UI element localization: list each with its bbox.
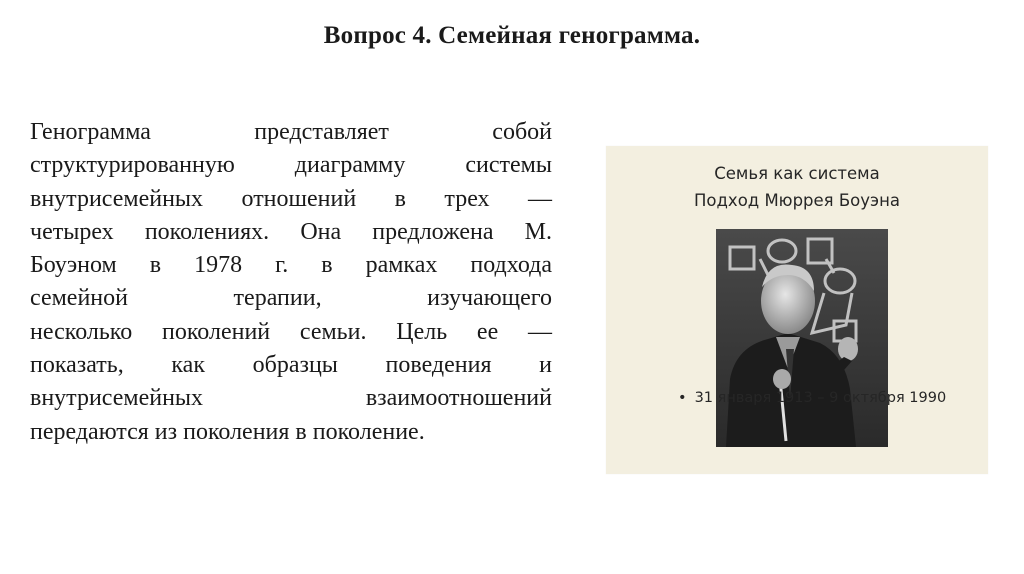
paragraph-line: показать, как образцы поведения и	[30, 352, 552, 379]
life-dates-text: 31 января 1913 – 9 октября 1990	[694, 390, 947, 406]
genogram-description	[30, 116, 552, 449]
bowen-info-card	[606, 146, 988, 474]
bowen-portrait-photo	[716, 229, 888, 447]
bullet-icon: •	[678, 390, 687, 406]
paragraph-line: внутрисемейных отношений в трех —	[30, 185, 552, 212]
slide-title: Вопрос 4. Семейная генограмма.	[323, 22, 701, 49]
paragraph-line: четырех поколениях. Она предложена М.	[30, 218, 552, 245]
life-dates	[678, 390, 978, 406]
paragraph-line: структурированную диаграмму системы	[30, 152, 552, 179]
paragraph-line: передаются из поколения в поколение.	[30, 418, 425, 445]
paragraph-line: несколько поколений семьи. Цель ее —	[30, 318, 552, 345]
paragraph-line: семейной терапии, изучающего	[30, 285, 552, 312]
card-title-line-2: Подход Мюррея Боуэна	[694, 191, 900, 210]
card-title	[606, 160, 988, 214]
card-title-line-1: Семья как система	[714, 164, 880, 183]
paragraph-line: внутрисемейных взаимоотношений	[30, 385, 552, 412]
paragraph-line: Генограмма представляет собой	[30, 119, 552, 145]
paragraph-line: Боуэном в 1978 г. в рамках подхода	[30, 252, 552, 279]
portrait-illustration	[716, 229, 888, 447]
